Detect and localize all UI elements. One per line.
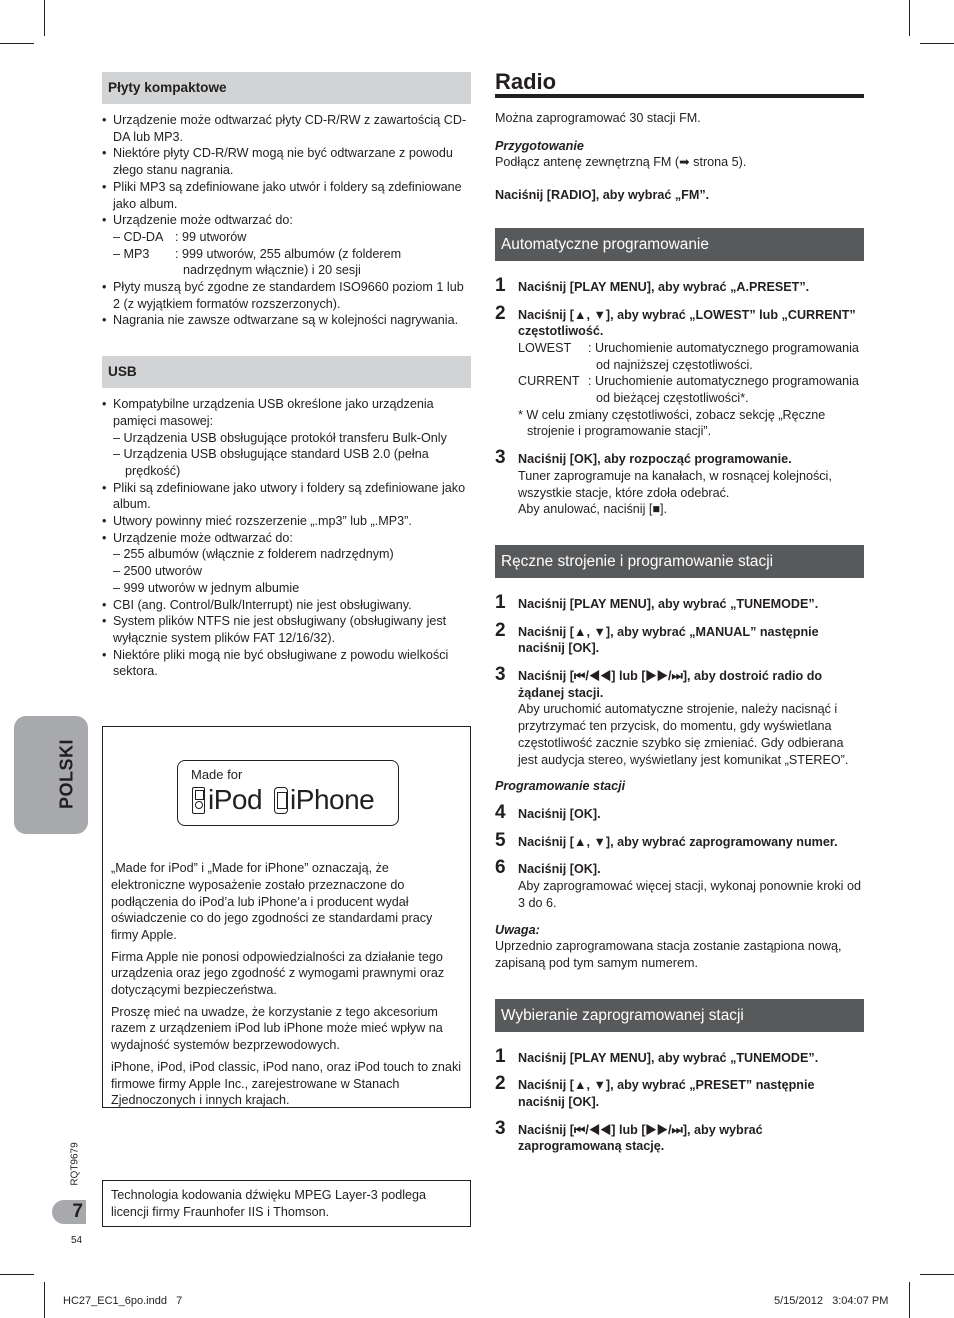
- global-page-number: 54: [71, 1235, 83, 1246]
- crop-mark: [920, 43, 954, 44]
- crop-mark: [909, 0, 910, 36]
- footer-file: HC27_EC1_6po.indd 7: [63, 1295, 183, 1307]
- usb-section: [102, 356, 471, 680]
- step: [495, 591, 864, 613]
- auto-preset-heading: Automatyczne programowanie: [495, 228, 864, 261]
- apple-paragraph: Firma Apple nie ponosi odpowiedzialności za działanie tego urządzenia oraz jego zgodność z wymogami prawnymi oraz dotyczącymi bezpieczeństwa.: [111, 949, 445, 998]
- page-title: Radio: [495, 66, 864, 98]
- page-number: 7: [72, 1201, 83, 1222]
- step-text: Naciśnij [PLAY MENU], aby wybrać „TUNEMODE”.: [518, 596, 819, 611]
- footnote: * W celu zmiany częstotliwości, zobacz sekcję „Ręczne strojenie i programowanie stacji”.: [518, 407, 826, 439]
- step-number: 3: [495, 1117, 506, 1139]
- lowest-value: : Uruchomienie automatycznego programowania od najniższej częstotliwości.: [588, 340, 859, 372]
- step-number: 6: [495, 857, 506, 879]
- language-tab: [14, 716, 88, 834]
- step-text: Naciśnij [⏮/◀◀] lub [▶▶/⏭], aby dostroić radio do żądanej stacji.: [518, 669, 823, 700]
- sub-item: – 999 utworów w jednym albumie: [113, 580, 300, 595]
- step-text: Naciśnij [OK].: [518, 862, 601, 877]
- list-item: • CBI (ang. Control/Bulk/Interrupt) nie jest obsługiwany.: [102, 597, 471, 614]
- step-number: 1: [495, 274, 506, 296]
- footer-date: 5/15/2012 3:04:07 PM: [774, 1295, 889, 1307]
- list-item-text: Urządzenie może odtwarzać do:: [113, 213, 293, 228]
- list-item: • Nagrania nie zawsze odtwarzane są w kolejności nagrywania.: [102, 312, 471, 329]
- step: [495, 1117, 864, 1155]
- apple-paragraph: iPhone, iPod, iPod classic, iPod nano, oraz iPod touch to znaki firmowe firmy Apple Inc., zarejestrowane w Stanach Zjednoczonych i innych krajach.: [111, 1059, 462, 1108]
- step-text: Naciśnij [PLAY MENU], aby wybrać „TUNEMODE”.: [518, 1050, 819, 1065]
- list-item-text: Urządzenie może odtwarzać do:: [113, 530, 293, 545]
- step: [495, 302, 864, 441]
- mpeg-notice-box: [102, 1180, 471, 1227]
- step-text: Naciśnij [PLAY MENU], aby wybrać „A.PRESET”.: [518, 279, 810, 294]
- step-number: 3: [495, 447, 506, 469]
- iphone-wordmark: iPhone: [290, 784, 375, 816]
- step-text: Naciśnij [▲, ▼], aby wybrać „MANUAL” następnie naciśnij [OK].: [518, 624, 819, 656]
- sub-item: – Urządzenia USB obsługujące standard USB 2.0 (pełna prędkość): [113, 447, 429, 478]
- press-radio-text: Naciśnij [RADIO], aby wybrać „FM”.: [495, 188, 710, 203]
- lowest-row: [518, 340, 864, 373]
- list-item: • Urządzenie może odtwarzać płyty CD-R/RW z zawartością CD-DA lub MP3.: [102, 112, 471, 145]
- note-label: Uwaga:: [495, 922, 540, 937]
- preparation-label: Przygotowanie: [495, 138, 584, 153]
- list-item: • Niektóre pliki mogą nie być obsługiwane z powodu wielkości sektora.: [102, 647, 471, 680]
- step-number: 3: [495, 664, 506, 686]
- mp3-value: : 999 utworów, 255 albumów (z folderem nadrzędnym włącznie) i 20 sesji: [175, 246, 402, 278]
- crop-mark: [0, 43, 34, 44]
- sub-item: – 255 albumów (włącznie z folderem nadrzędnym): [113, 547, 394, 562]
- auto-preset-section: [495, 228, 864, 518]
- ipod-icon: [192, 787, 205, 814]
- mpeg-notice-text: Technologia kodowania dźwięku MPEG Layer-3 podlega licencji firmy Fraunhofer IIS i Thomson.: [111, 1188, 427, 1219]
- current-row: [518, 373, 864, 406]
- cd-section: [102, 72, 471, 329]
- step-text: Naciśnij [▲, ▼], aby wybrać „LOWEST” lub „CURRENT” częstotliwość.: [518, 307, 856, 339]
- step-text: Naciśnij [OK], aby rozpocząć programowanie.: [518, 452, 792, 467]
- mp3-row: [113, 246, 471, 279]
- step-number: 2: [495, 302, 506, 324]
- select-preset-section: [495, 999, 864, 1156]
- list-item: [102, 396, 471, 480]
- current-value: : Uruchomienie automatycznego programowania od bieżącej częstotliwości*.: [588, 374, 859, 406]
- step: [495, 664, 864, 768]
- manual-tuning-heading: Ręczne strojenie i programowanie stacji: [495, 545, 864, 578]
- left-column: [102, 72, 471, 1108]
- step: [495, 1073, 864, 1110]
- step: [495, 1045, 864, 1067]
- step: [495, 857, 864, 911]
- crop-mark: [909, 1282, 910, 1318]
- language-label: POLSKI: [56, 738, 77, 810]
- mp3-key: – MP3: [113, 246, 150, 261]
- step-text: Naciśnij [▲, ▼], aby wybrać zaprogramowany numer.: [518, 834, 838, 849]
- cd-list: [102, 112, 471, 329]
- step-detail: Tuner zaprogramuje na kanałach, w rosnącej kolejności, wszystkie stacje, które zdoła odebrać.: [518, 468, 832, 500]
- list-item: • Pliki MP3 są zdefiniowane jako utwór i foldery są zdefiniowane jako album.: [102, 179, 471, 212]
- apple-paragraph: „Made for iPod” i „Made for iPhone” oznaczają, że elektroniczne wyposażenie zostało przeznaczone do podłączenia do iPod’a lub iPhone’a i producent wydał oświadczenie co do jego zgodności ze standardami pracy firmy Apple.: [111, 861, 433, 942]
- cd-heading: Płyty kompaktowe: [102, 72, 471, 104]
- preparation-text: Podłącz antenę zewnętrzną FM (➡ strona 5).: [495, 155, 747, 170]
- logo-row: [192, 783, 374, 817]
- iphone-icon: [274, 787, 288, 814]
- step-text: Naciśnij [⏮/◀◀] lub [▶▶/⏭], aby wybrać zaprogramowaną stację.: [518, 1122, 763, 1154]
- made-for-ipod-iphone-logo: [177, 760, 399, 826]
- cdda-key: – CD-DA: [113, 229, 164, 244]
- step-number: 2: [495, 619, 506, 641]
- step-number: 2: [495, 1073, 506, 1095]
- step-text: Naciśnij [▲, ▼], aby wybrać „PRESET” następnie naciśnij [OK].: [518, 1078, 815, 1110]
- step-detail: Aby anulować, naciśnij [■].: [518, 502, 668, 517]
- apple-notice-box: [102, 726, 471, 1108]
- step: [495, 801, 864, 823]
- step: [495, 829, 864, 851]
- intro-text: Można zaprogramować 30 stacji FM.: [495, 111, 701, 125]
- apple-paragraph: Proszę mieć na uwadze, że korzystanie z tego akcesorium razem z urządzeniem iPod lub iPhone może mieć wpływ na wydajność systemów bezprzewodowych.: [111, 1004, 443, 1053]
- lowest-key: LOWEST: [518, 340, 572, 355]
- usb-list: [102, 396, 471, 680]
- step-detail: Aby uruchomić automatyczne strojenie, należy nacisnąć i przytrzymać ten przycisk, do momentu, gdy wyświetlana częstotliwość zacznie szybko się zmieniać. Gdy odbierana jest audycja stereo, wyświetlany jest komunikat „STEREO”.: [518, 702, 849, 767]
- current-key: CURRENT: [518, 374, 580, 389]
- list-item: • System plików NTFS nie jest obsługiwany (obsługiwany jest wyłącznie system plików FAT 12/16/32).: [102, 613, 471, 646]
- step-number: 1: [495, 1045, 506, 1067]
- manual-tuning-section: [495, 545, 864, 972]
- step-number: 4: [495, 801, 506, 823]
- list-item: • Niektóre płyty CD-R/RW mogą nie być odtwarzane z powodu złego stanu nagrania.: [102, 145, 471, 178]
- cdda-value: : 99 utworów: [175, 229, 247, 244]
- select-preset-heading: Wybieranie zaprogramowanej stacji: [495, 999, 864, 1032]
- step: [495, 619, 864, 657]
- cdda-row: [113, 229, 471, 246]
- step-number: 1: [495, 591, 506, 613]
- list-item: [102, 530, 471, 597]
- ipod-wordmark: iPod: [208, 784, 263, 816]
- step-number: 5: [495, 829, 506, 851]
- list-item: • Pliki są zdefiniowane jako utwory i foldery są zdefiniowane jako album.: [102, 480, 471, 513]
- sub-item: – 2500 utworów: [113, 564, 202, 579]
- sub-item: – Urządzenia USB obsługujące protokół transferu Bulk-Only: [113, 430, 447, 445]
- page-number-badge: [52, 1200, 86, 1224]
- list-item: • Utwory powinny mieć rozszerzenie „.mp3” lub „.MP3”.: [102, 513, 471, 530]
- step-detail: Aby zaprogramować więcej stacji, wykonaj ponownie kroki od 3 do 6.: [518, 879, 861, 910]
- note-text: Uprzednio zaprogramowana stacja zostanie zastąpiona nową, zapisaną pod tym samym numerem.: [495, 939, 842, 970]
- crop-mark: [920, 1274, 954, 1275]
- made-for-text: Made for: [191, 767, 243, 783]
- step: [495, 274, 864, 296]
- list-item: [102, 212, 471, 279]
- crop-mark: [44, 1282, 45, 1318]
- crop-mark: [0, 1274, 34, 1275]
- list-item-text: Kompatybilne urządzenia USB określone jako urządzenia pamięci masowej:: [113, 397, 434, 428]
- usb-heading: USB: [102, 356, 471, 388]
- step-text: Naciśnij [OK].: [518, 806, 601, 821]
- crop-mark: [44, 0, 45, 36]
- list-item: • Płyty muszą być zgodne ze standardem ISO9660 poziom 1 lub 2 (z wyjątkiem formatów rozszerzonych).: [102, 279, 471, 312]
- document-code: RQT9679: [69, 1142, 81, 1186]
- programming-label: Programowanie stacji: [495, 779, 626, 794]
- right-column: [495, 66, 864, 1155]
- step: [495, 447, 864, 518]
